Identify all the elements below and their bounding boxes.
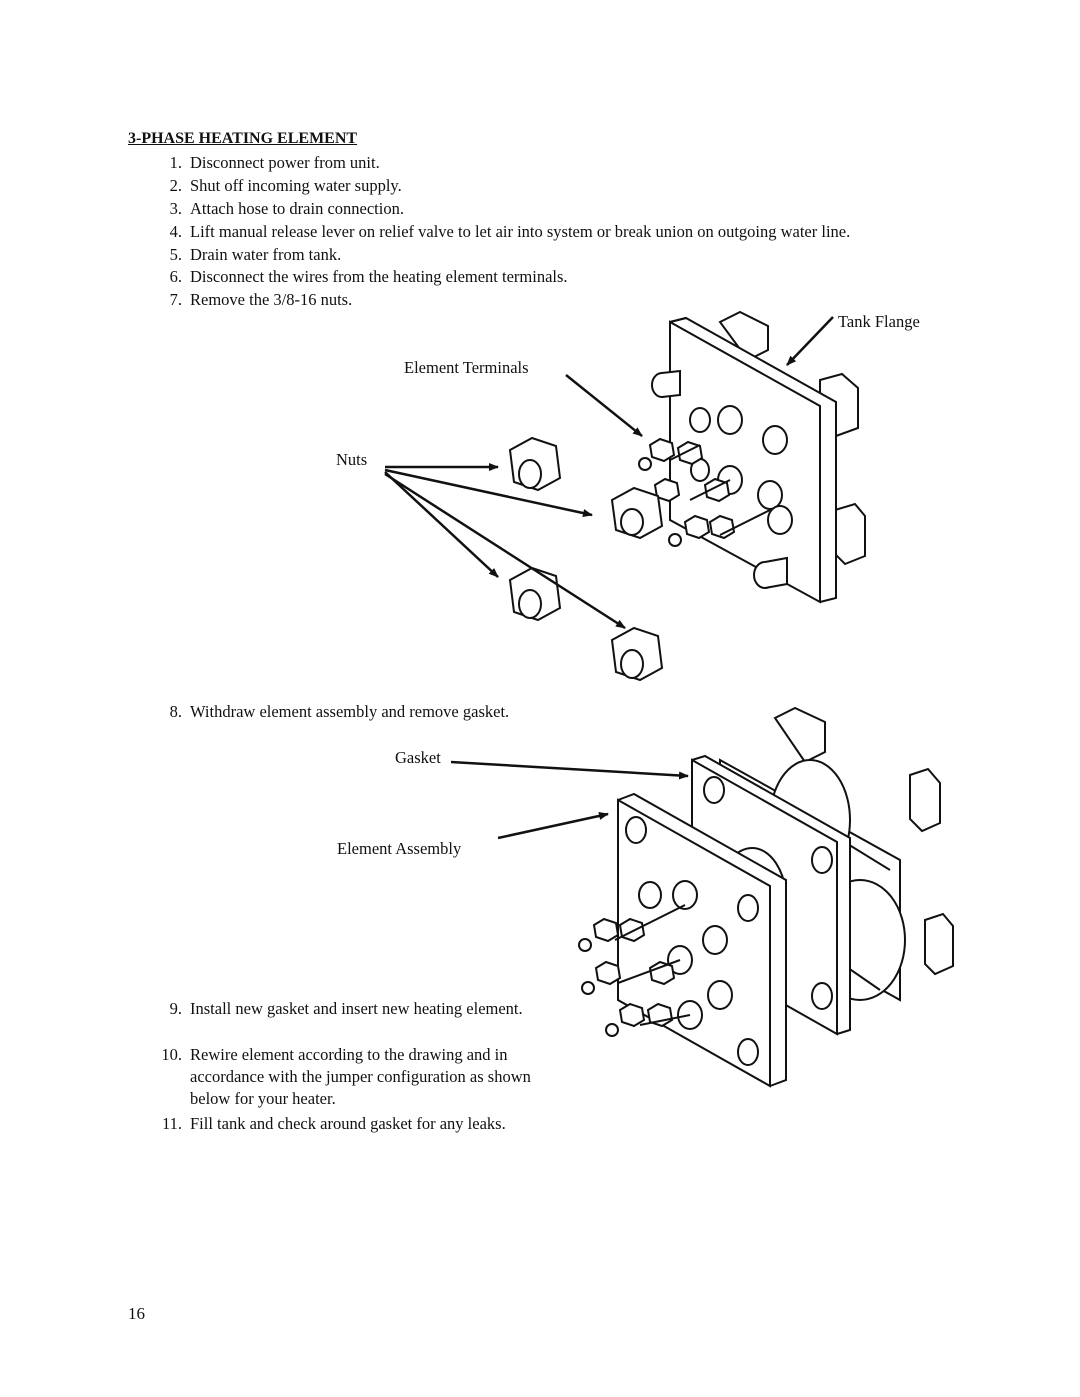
step-number: 3. xyxy=(169,199,182,218)
step-text: Disconnect power from unit. xyxy=(190,153,380,172)
step-text: Lift manual release lever on relief valve to let air into system or break union on outgoing water line. xyxy=(190,222,851,241)
section-title: 3-PHASE HEATING ELEMENT xyxy=(128,130,358,147)
step-number: 2. xyxy=(169,176,182,195)
step-number: 7. xyxy=(169,290,182,309)
tank-flange-figure xyxy=(612,312,865,602)
step-text: Drain water from tank. xyxy=(190,245,342,264)
flange-stud xyxy=(652,371,680,397)
step-text: Remove the 3/8-16 nuts. xyxy=(190,290,353,309)
loose-nut xyxy=(612,488,662,538)
step-text: Fill tank and check around gasket for any leaks. xyxy=(190,1114,506,1133)
step-text: Attach hose to drain connection. xyxy=(190,199,404,218)
nuts-label: Nuts xyxy=(336,450,368,469)
element-terminals-label: Element Terminals xyxy=(404,358,529,377)
step-text: Rewire element according to the drawing and in accordance with the jumper configuration as shown below for your heater. xyxy=(190,1045,531,1108)
step-number: 11. xyxy=(161,1114,182,1133)
step-text: Install new gasket and insert new heating element. xyxy=(190,999,523,1018)
step-number: 6. xyxy=(169,267,182,286)
step-number: 4. xyxy=(169,222,182,241)
step-number: 1. xyxy=(169,153,182,172)
gasket-label: Gasket xyxy=(395,748,441,767)
hex-nut xyxy=(510,568,560,620)
step-number: 10. xyxy=(161,1045,182,1064)
element-assembly-figure xyxy=(579,708,953,1086)
page-number: 16 xyxy=(128,1304,145,1323)
step-number: 8. xyxy=(169,702,182,721)
tank-flange-label: Tank Flange xyxy=(838,312,920,331)
step-text: Disconnect the wires from the heating element terminals. xyxy=(190,267,568,286)
step-number: 5. xyxy=(169,245,182,264)
step-text: Withdraw element assembly and remove gasket. xyxy=(190,702,510,721)
hex-nut xyxy=(612,628,662,680)
step-text: Shut off incoming water supply. xyxy=(190,176,402,195)
step-number: 9. xyxy=(169,999,182,1018)
hex-nut xyxy=(510,438,560,490)
element-assembly-label: Element Assembly xyxy=(337,839,462,858)
